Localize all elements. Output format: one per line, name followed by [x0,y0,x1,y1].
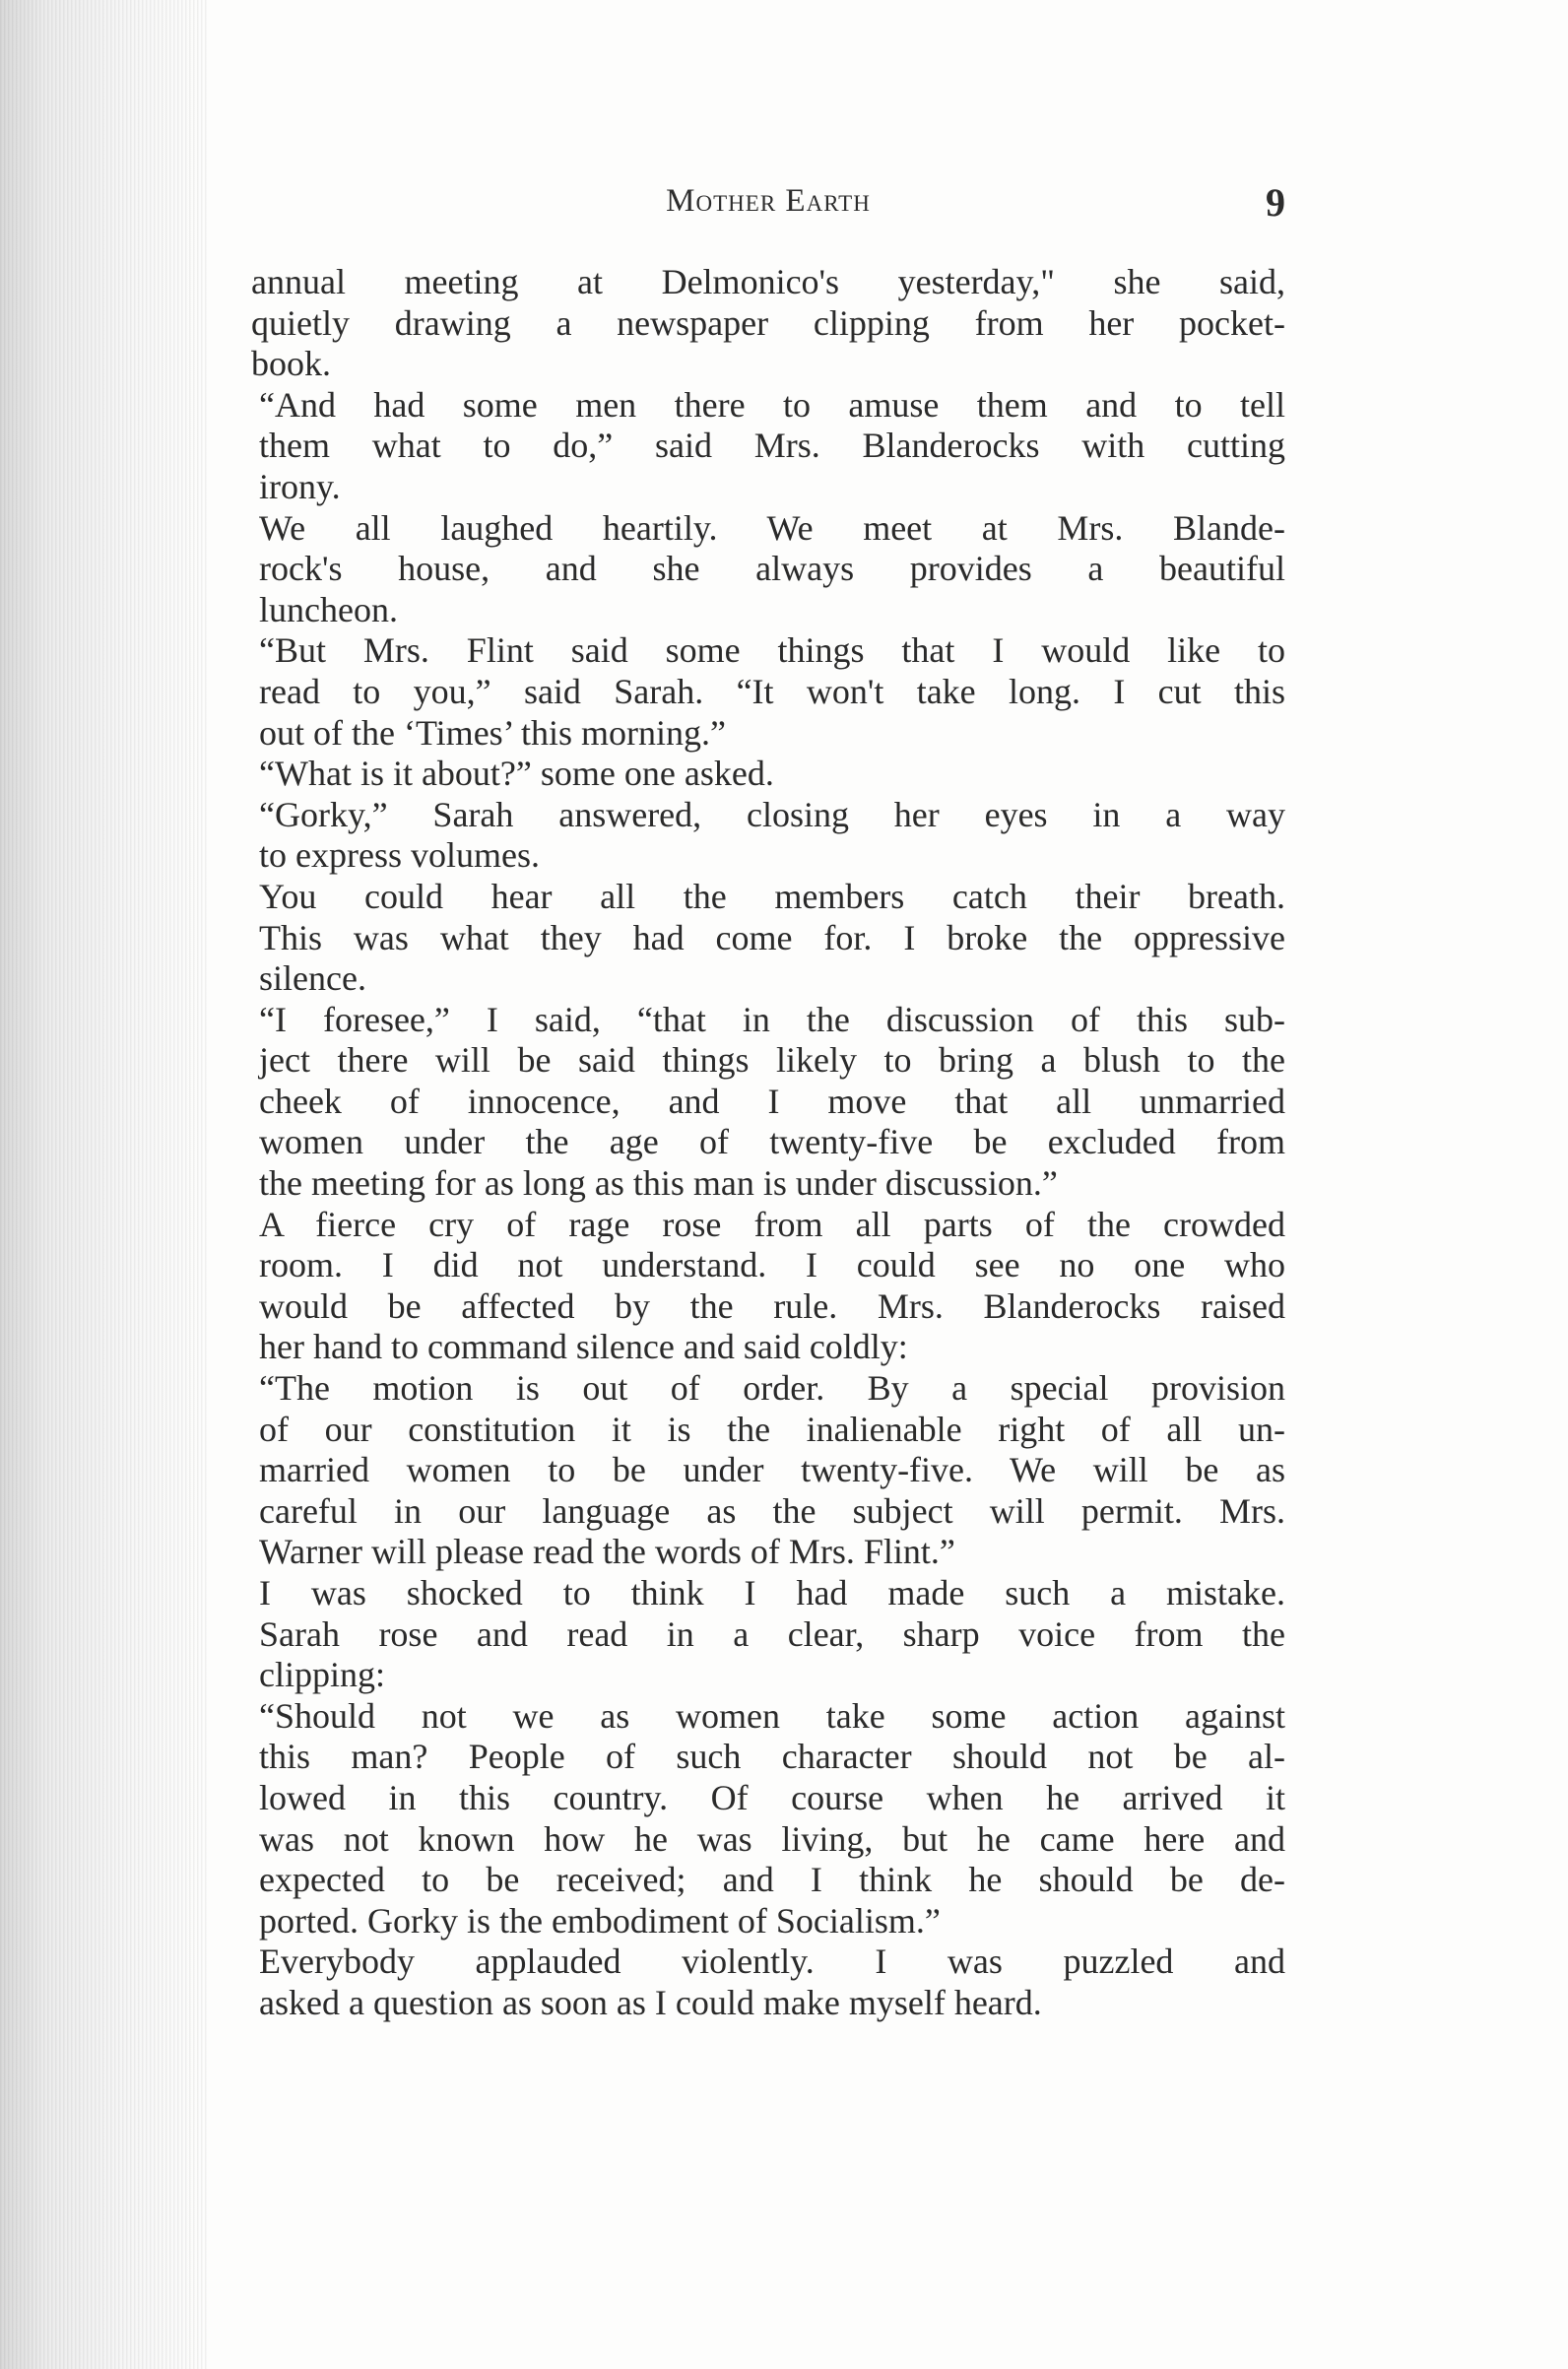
text-line: the meeting for as long as this man is under discussion.” [259,1163,1058,1204]
text-line: “And had some men there to amuse them and to tell [259,384,1285,425]
paragraph [251,1941,1285,2023]
page-header [251,179,1285,234]
body-text [251,262,1285,2024]
paragraph [251,1573,1285,1696]
text-line: this man? People of such character should not be al- [259,1737,1285,1777]
text-line: A fierce cry of rage rose from all parts of the crowded [259,1204,1285,1244]
text-line: room. I did not understand. I could see no one who [259,1245,1285,1285]
paragraph [251,1368,1285,1573]
text-line: ject there will be said things likely to bring a blush to the [259,1040,1285,1081]
text-line: read to you,” said Sarah. “It won't take long. I cut this [259,671,1285,711]
paragraph [251,1696,1285,1942]
text-line: “But Mrs. Flint said some things that I would like to [259,630,1285,671]
text-line: expected to be received; and I think he should be de- [259,1860,1285,1900]
text-line: Warner will please read the words of Mrs. Flint.” [259,1532,955,1572]
text-line: lowed in this country. Of course when he arrived it [259,1777,1285,1817]
text-line: would be affected by the rule. Mrs. Blanderocks raised [259,1285,1285,1326]
text-line: cheek of innocence, and I move that all unmarried [259,1081,1285,1121]
text-line: out of the ‘Times’ this morning.” [259,712,726,753]
text-line: ported. Gorky is the embodiment of Socialism.” [259,1900,941,1941]
text-line: clipping: [259,1655,385,1695]
paragraph [251,754,1285,795]
paragraph [251,385,1285,508]
running-title: Mother Earth [666,183,871,219]
page-number: 9 [1266,180,1285,225]
paragraph [251,630,1285,754]
text-line: was not known how he was living, but he came here and [259,1818,1285,1859]
text-line: them what to do,” said Mrs. Blanderocks with cutting [259,426,1285,466]
paragraph [251,508,1285,631]
paragraph [251,262,1285,385]
text-line: silence. [259,958,366,999]
page-binding-shadow [0,0,207,2369]
text-line: careful in our language as the subject will permit. Mrs. [259,1490,1285,1531]
text-line: You could hear all the members catch their breath. [259,876,1285,916]
text-line: “Gorky,” Sarah answered, closing her eyes in a way [259,794,1285,834]
text-line: of our constitution it is the inalienable right of all un- [259,1409,1285,1449]
text-line: “I foresee,” I said, “that in the discussion of this sub- [259,999,1285,1039]
text-line: her hand to command silence and said coldly: [259,1327,908,1367]
text-line: “The motion is out of order. By a special provision [259,1368,1285,1409]
text-line: We all laughed heartily. We meet at Mrs. Blande- [259,507,1285,548]
text-line: This was what they had come for. I broke the oppressive [259,917,1285,957]
text-line: luncheon. [259,589,398,629]
text-line: irony. [259,466,341,506]
text-line: book. [251,344,331,384]
paragraph [251,795,1285,877]
text-line: annual meeting at Delmonico's yesterday," she said, [251,262,1285,301]
paragraph [251,1205,1285,1368]
text-line: Sarah rose and read in a clear, sharp voice from the [259,1613,1285,1654]
text-line: Everybody applauded violently. I was puzzled and [259,1941,1285,1982]
text-line: asked a question as soon as I could make myself heard. [259,1982,1042,2022]
paragraph [251,877,1285,1000]
text-line: “Should not we as women take some action against [259,1695,1285,1736]
text-line: “What is it about?” some one asked. [259,754,774,794]
text-line: women under the age of twenty-five be excluded from [259,1122,1285,1162]
paragraph [251,1000,1285,1205]
text-line: married women to be under twenty-five. We will be as [259,1450,1285,1490]
text-line: I was shocked to think I had made such a mistake. [259,1573,1285,1612]
text-line: rock's house, and she always provides a beautiful [259,549,1285,589]
text-line: quietly drawing a newspaper clipping from her pocket- [251,302,1285,343]
text-line: to express volumes. [259,835,540,876]
